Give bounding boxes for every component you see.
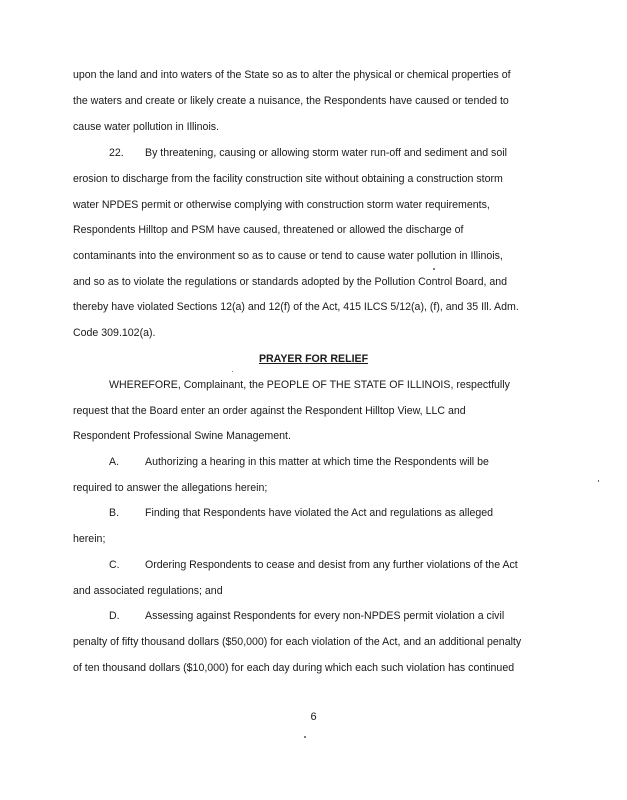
paragraph-line: Code 309.102(a). (73, 327, 156, 339)
item-label: B. (109, 507, 120, 519)
paragraph-line: Respondent Professional Swine Management. (73, 430, 291, 442)
paragraph-line: and so as to violate the regulations or standards adopted by the Pollution Control Board, and (73, 276, 508, 288)
paragraph-number: 22. (109, 147, 124, 159)
paragraph-line: WHEREFORE, Complainant, the PEOPLE OF THE STATE OF ILLINOIS, respectfully (109, 379, 510, 391)
paragraph-line: contaminants into the environment so as to cause or tend to cause water pollution in Illinois, (73, 250, 503, 262)
item-line: Ordering Respondents to cease and desist from any further violations of the Act (145, 559, 518, 571)
scan-speck (598, 480, 599, 482)
item-label: A. (109, 456, 120, 468)
item-line: and associated regulations; and (73, 585, 223, 597)
item-line: penalty of fifty thousand dollars ($50,000) for each violation of the Act, and an additional penalty (73, 636, 522, 648)
item-line: Assessing against Respondents for every non-NPDES permit violation a civil (145, 610, 505, 622)
paragraph-line: cause water pollution in Illinois. (73, 121, 220, 133)
item-line: required to answer the allegations herein; (73, 482, 268, 494)
section-heading: PRAYER FOR RELIEF (258, 353, 369, 365)
scan-speck (232, 371, 233, 372)
item-label: D. (109, 610, 120, 622)
paragraph-line: By threatening, causing or allowing storm water run-off and sediment and soil (145, 147, 507, 159)
paragraph-line: the waters and create or likely create a nuisance, the Respondents have caused or tended to (73, 95, 509, 107)
scan-speck (304, 736, 306, 738)
item-line: herein; (73, 533, 106, 545)
item-label: C. (109, 559, 120, 571)
page-number: 6 (310, 711, 317, 723)
paragraph-line: water NPDES permit or otherwise complying with construction storm water requirements, (73, 199, 490, 211)
item-line: Finding that Respondents have violated the Act and regulations as alleged (145, 507, 494, 519)
item-line: of ten thousand dollars ($10,000) for each day during which each such violation has continued (73, 662, 515, 674)
paragraph-line: Respondents Hilltop and PSM have caused, threatened or allowed the discharge of (73, 224, 464, 236)
paragraph-line: thereby have violated Sections 12(a) and 12(f) of the Act, 415 ILCS 5/12(a), (f), and 35 Ill. Adm. (73, 301, 519, 313)
paragraph-line: erosion to discharge from the facility construction site without obtaining a construction storm (73, 173, 503, 185)
paragraph-line: upon the land and into waters of the State so as to alter the physical or chemical properties of (73, 69, 511, 81)
scan-speck (433, 268, 435, 270)
item-line: Authorizing a hearing in this matter at which time the Respondents will be (145, 456, 489, 468)
paragraph-line: request that the Board enter an order against the Respondent Hilltop View, LLC and (73, 405, 466, 417)
